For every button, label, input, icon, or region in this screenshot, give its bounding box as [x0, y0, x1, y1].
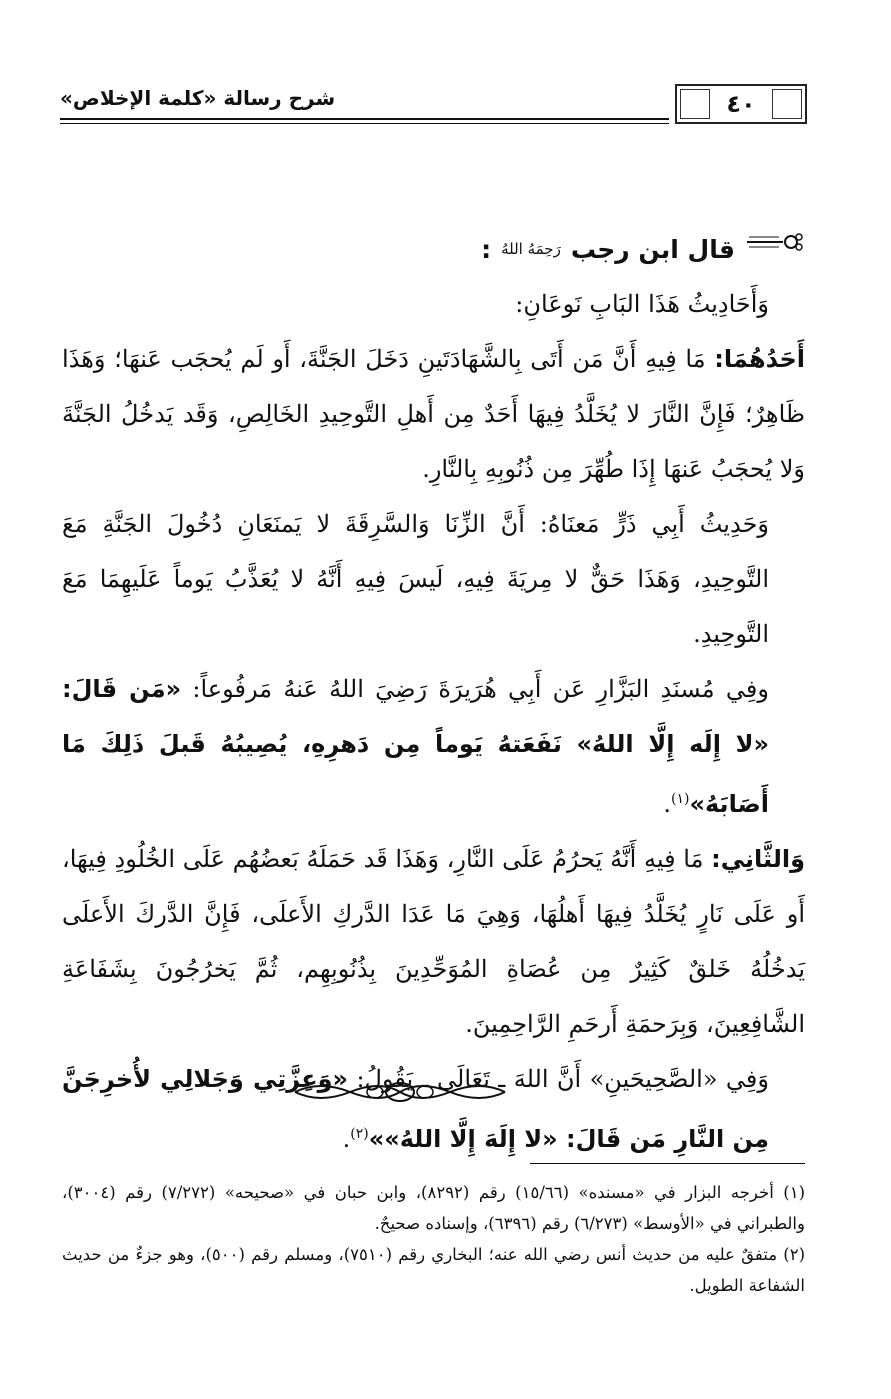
honorific: رَحِمَهُ اللهُ — [501, 240, 561, 258]
paragraph-first-kind — [62, 332, 805, 497]
paragraph-bazzar — [62, 662, 805, 832]
footnote-number: (١) — [783, 1183, 806, 1202]
second-kind-label: وَالثَّانِي: — [711, 845, 805, 873]
sahihayn-quote: «وَعِزَّتِي وَجَلالِي لأُخرِجَنَّ مِن النَّارِ مَن قَالَ: «لا إِلَهَ إِلَّا اللهُ»» — [62, 1065, 769, 1153]
heading-text: قال ابن رجب — [570, 235, 735, 264]
ornament-flourish-icon — [745, 222, 805, 277]
first-kind-label: أَحَدُهُمَا: — [714, 345, 805, 373]
paragraph-sahihayn — [62, 1052, 805, 1167]
first-kind-text: مَا فِيهِ أَنَّ مَن أَتَى بِالشَّهَادَتَينِ دَخَلَ الجَنَّةَ، أَو لَم يُحجَب عَنهَا؛ وَهَذَا ظَاهِرٌ؛ فَإِنَّ النَّارَ لا يُخَلَّدُ فِيهَا أَحَدٌ مِن أَهلِ التَّوحِيدِ الخَالِصِ، وَقَد يَدخُلُ الجَنَّةَ وَلا يُحجَبُ عَنهَا إِذَا طُهِّرَ مِن ذُنُوبِهِ بِالنَّارِ. — [62, 345, 805, 483]
footnote-2 — [62, 1239, 805, 1301]
footnote-1 — [62, 1177, 805, 1239]
footnote-ref-2: (٢) — [350, 1126, 369, 1142]
second-kind-text: مَا فِيهِ أَنَّهُ يَحرُمُ عَلَى النَّارِ، وَهَذَا قَد حَمَلَهُ بَعضُهُم عَلَى الخُلُودِ فِيهَا، أَو عَلَى نَارٍ يُخَلَّدُ فِيهَا أَهلُهَا، وَهِيَ مَا عَدَا الدَّركِ الأَعلَى، فَإِنَّ الدَّركَ الأَعلَى يَدخُلُهُ خَلقٌ كَثِيرٌ مِن عُصَاةِ المُوَحِّدِينَ بِذُنُوبِهِم، ثُمَّ يَخرُجُونَ بِشَفَاعَةِ الشَّافِعِينَ، وَبِرَحمَةِ أَرحَمِ الرَّاحِمِينَ. — [62, 845, 805, 1038]
intro-line: وَأَحَادِيثُ هَذَا البَابِ نَوعَانِ: — [515, 290, 769, 318]
running-title: شرح رسالة «كلمة الإخلاص» — [60, 86, 336, 110]
bazzar-quote: «مَن قَالَ: «لا إِلَه إِلَّا اللهُ» نَفَعَتهُ يَوماً مِن دَهرِهِ، يُصِيبُهُ قَبلَ ذَلِكَ مَا أَصَابَهُ» — [62, 675, 769, 818]
footnote-text: أخرجه البزار في «مسنده» (١٥/٦٦) رقم (٨٢٩٢)، وابن حبان في «صحيحه» (٧/٢٧٢) رقم (٣٠٠٤)، والطبراني في «الأوسط» (٦/٢٧٣) رقم (٦٣٩٦)، وإسناده صحيحٌ. — [62, 1183, 805, 1233]
paragraph-second-kind — [62, 832, 805, 1052]
page-number-frame — [675, 84, 807, 124]
footnote-text: متفقٌ عليه من حديث أنس رضي الله عنه؛ البخاري رقم (٧٥١٠)، ومسلم رقم (٥٠٠)، وهو جزءٌ من حديث الشفاعة الطويل. — [62, 1245, 805, 1295]
footnote-number: (٢) — [783, 1245, 805, 1264]
bazzar-text: وفِي مُسنَدِ البَزَّارِ عَن أَبِي هُرَيرَةَ رَضِيَ اللهُ عَنهُ مَرفُوعاً: — [192, 675, 769, 703]
page-header — [60, 78, 807, 130]
heading-colon: : — [481, 235, 492, 264]
footnote-ref-1: (١) — [671, 791, 690, 807]
main-text — [62, 222, 805, 1167]
footnotes — [62, 1177, 805, 1301]
sahihayn-end: . — [342, 1125, 351, 1153]
page-number: ٤٠ — [726, 90, 756, 118]
divider-ornament-icon — [290, 1075, 510, 1109]
paragraph-abu-dharr: وَحَدِيثُ أَبِي ذَرٍّ مَعنَاهُ: أَنَّ الزِّنَا وَالسَّرِقَةَ لا يَمنَعَانِ دُخُولَ الجَنَّةِ مَعَ التَّوحِيدِ، وَهَذَا حَقٌّ لا مِريَةَ فِيهِ، لَيسَ فِيهِ أَنَّهُ لا يُعَذَّبُ يَوماً عَلَيهِمَا مَعَ التَّوحِيدِ. — [62, 510, 769, 648]
header-rule — [60, 118, 669, 120]
section-heading — [62, 222, 805, 277]
footnote-separator — [530, 1163, 805, 1164]
sahihayn-text: وَفِي «الصَّحِيحَينِ» أَنَّ اللهَ ـ تَعَالَى ـ يَقُولُ: — [356, 1065, 769, 1093]
bazzar-end: . — [663, 790, 672, 818]
header-rule-thin — [60, 123, 669, 124]
